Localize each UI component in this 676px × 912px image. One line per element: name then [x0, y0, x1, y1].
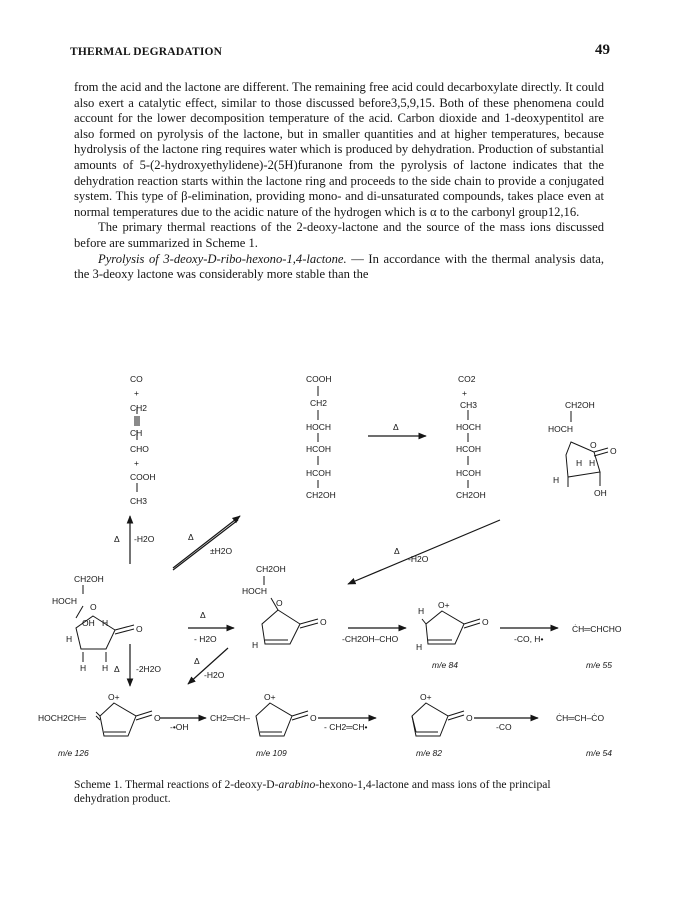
arrow-label: -•OH [170, 722, 189, 732]
arrow-label: -H2O [204, 670, 225, 680]
paragraph-3-text: — In accordance with the thermal analysis data, the 3-deoxy lactone was considerably more stable than the [74, 251, 604, 282]
ion-text: O [310, 713, 317, 723]
ion-55: ĊH═CHCHO [572, 624, 622, 634]
arrow-label: -CO [496, 722, 512, 732]
arrow-label: Δ [394, 546, 400, 556]
col1-text: CH3 [130, 496, 148, 506]
furanone-text: H [252, 640, 259, 650]
col1-text: CHO [130, 444, 149, 454]
lactone-text: OH [82, 618, 95, 628]
ion-54: ĊH═CH–ĊO [556, 713, 605, 723]
lactone-text: H [576, 458, 583, 468]
col2-text: HCOH [306, 468, 332, 478]
ion-text: O+ [264, 692, 276, 702]
ion-text: CH2═CH– [210, 713, 251, 723]
running-head: THERMAL DEGRADATION [70, 46, 223, 58]
lactone-text: O [590, 440, 597, 450]
ion-text: O+ [108, 692, 120, 702]
arrow-label: ±H2O [210, 546, 233, 556]
body-text [74, 80, 604, 283]
arrow-label: -CO, H• [514, 634, 544, 644]
lactone-text: H [589, 458, 596, 468]
page-number: 49 [595, 42, 610, 58]
arrow-label: Δ [188, 532, 194, 542]
arrow-label: -H2O [408, 554, 429, 564]
lactone-text: HOCH [52, 596, 78, 606]
lactone-text: O [90, 602, 97, 612]
col2-text: CH2 [310, 398, 328, 408]
col1-text: CO [130, 374, 143, 384]
col1-text: + [134, 458, 139, 468]
paragraph-3 [74, 252, 604, 283]
reaction-scheme-svg [38, 366, 638, 766]
ion-text: H [418, 606, 425, 616]
arrow-label: - CH2═CH• [324, 722, 368, 732]
caption-italic: arabino [278, 778, 316, 791]
lactone-text: O [136, 624, 143, 634]
mz-label: m/e 55 [586, 660, 612, 670]
col3-text: HOCH [456, 422, 482, 432]
arrow-label: Δ [194, 656, 200, 666]
lactone-text: H [553, 475, 560, 485]
col1-text: CH [130, 428, 143, 438]
col1-text: + [134, 388, 139, 398]
figure-caption [74, 778, 604, 806]
caption-prefix: Scheme 1. Thermal reactions of 2-deoxy-D- [74, 778, 279, 791]
col1-text: CH2 [130, 403, 148, 413]
paragraph-1: from the acid and the lactone are different. The remaining free acid could decarboxylate directly. It could also exert a catalytic effect, similar to those discussed before3,5,9,15. Both of these phenomena could account for the lower decomposition temperature of the acid. Carbon dioxide and 1-deoxypentitol are also formed on pyrolysis of the lactone, but in smaller quantities and at higher temperatures, because hydrolysis of the lactone ring requires water which is produced by dehydration. Production of substantial amounts of 5-(2-hydroxyethylidene)-2(5H)furanone from the pyrolysis of lactone indicates that the dehydration reaction starts within the lactone ring and proceeds to the side chain to provide a conjugated system. This type of β-elimination, providing mono- and di-unsaturated compounds, takes place even at normal temperatures due to the acidic nature of the hydrogen which is α to the carbonyl group12,16. [74, 80, 604, 219]
arrow-label: Δ [114, 534, 120, 544]
col3-text: HCOH [456, 444, 482, 454]
furanone-text: O [320, 617, 327, 627]
mz-label: m/e 54 [586, 748, 612, 758]
col2-text: CH2OH [306, 490, 336, 500]
col3-text: CH3 [460, 400, 478, 410]
lactone-text: H [66, 634, 73, 644]
mz-label: m/e 84 [432, 660, 458, 670]
col2-text: HCOH [306, 444, 332, 454]
arrow-label: -H2O [134, 534, 155, 544]
mz-label: m/e 82 [416, 748, 442, 758]
arrow-label: Δ [114, 664, 120, 674]
section-heading: Pyrolysis of 3-deoxy-D-ribo-hexono-1,4-lactone. [98, 251, 347, 266]
furanone-text: CH2OH [256, 564, 286, 574]
reaction-scheme [38, 366, 638, 766]
lactone-text: HOCH [548, 424, 574, 434]
arrow-label: -2H2O [136, 664, 162, 674]
ion-text: HOCH2CH═ [38, 713, 87, 723]
lactone-text: O [610, 446, 617, 456]
furanone-text: O [276, 598, 283, 608]
col1-text: COOH [130, 472, 156, 482]
ion-text: H [416, 642, 423, 652]
arrow-label: Δ [393, 422, 399, 432]
col2-text: COOH [306, 374, 332, 384]
lactone-text: H [80, 663, 87, 673]
ion-text: O+ [420, 692, 432, 702]
lactone-text: OH [594, 488, 607, 498]
lactone-text: H [102, 663, 109, 673]
col2-text: HOCH [306, 422, 332, 432]
furanone-text: HOCH [242, 586, 268, 596]
page-header [70, 44, 610, 62]
paragraph-2: The primary thermal reactions of the 2-deoxy-lactone and the source of the mass ions discussed before are summarized in Scheme 1. [74, 220, 604, 250]
lactone-text: H [102, 618, 109, 628]
col3-text: CH2OH [456, 490, 486, 500]
arrow-label: - H2O [194, 634, 217, 644]
ion-text: O [466, 713, 473, 723]
col3-text: CO2 [458, 374, 476, 384]
ion-text: O [482, 617, 489, 627]
lactone-text: CH2OH [565, 400, 595, 410]
arrow-label: Δ [200, 610, 206, 620]
col3-text: + [462, 388, 467, 398]
arrow-label: -CH2OH–CHO [342, 634, 399, 644]
col3-text: HCOH [456, 468, 482, 478]
ion-text: O+ [438, 600, 450, 610]
lactone-text: CH2OH [74, 574, 104, 584]
mz-label: m/e 126 [58, 748, 89, 758]
mz-label: m/e 109 [256, 748, 287, 758]
ion-text: O [154, 713, 161, 723]
caption-suffix: -hexono-1,4-lactone and mass ions of the principal dehydration product. [74, 778, 551, 805]
